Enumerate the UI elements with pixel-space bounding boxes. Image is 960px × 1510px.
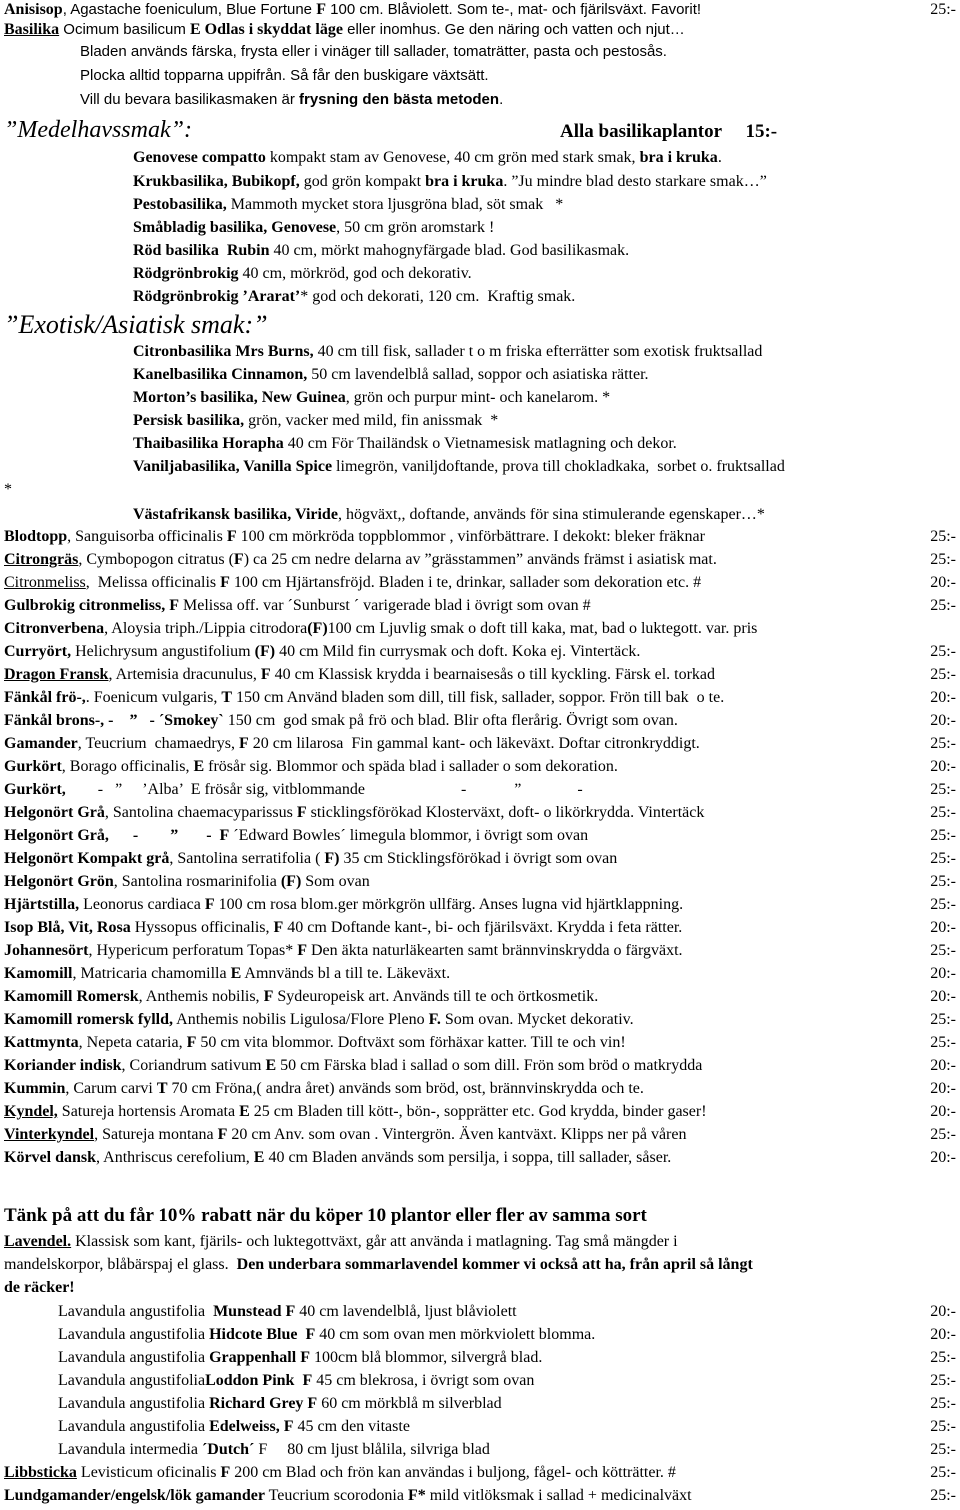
text-segment: Genovese compatto — [133, 149, 266, 166]
price-label: 20:- — [930, 919, 956, 936]
text-segment: Thaibasilika Horapha — [133, 435, 284, 452]
text-segment: 40 cm Doftande kant-, bi- och fjärilsväxt. Krydda i feta rätter. — [283, 919, 683, 936]
text-segment: Lavendel. — [4, 1233, 72, 1250]
text-segment: , högväxt,, doftande, används för sina stimulerande egenskaper…* — [337, 506, 765, 523]
text-segment: 35 cm Sticklingsförökad i övrigt som ovan — [339, 850, 618, 867]
text-segment: Den äkta naturläkearten samt brännvinskrydda o färgväxt. — [306, 942, 683, 959]
text-line — [4, 895, 912, 915]
price-label: 25:- — [930, 850, 956, 867]
text-segment: , Anthemis nobilis, — [138, 988, 264, 1005]
text-segment: Dragon Fransk — [4, 666, 109, 683]
text-segment: Citrongräs — [4, 551, 79, 568]
text-segment: Mammoth mycket stora ljusgröna blad, söt smak * — [226, 196, 564, 213]
text-segment: Som ovan — [301, 873, 370, 890]
text-line — [133, 287, 956, 307]
text-line — [80, 90, 956, 110]
text-segment: Småbladig basilika, Genovese — [133, 219, 337, 236]
text-segment: F — [260, 666, 271, 683]
text-line — [4, 619, 956, 639]
text-segment: mandelskorpor, blåbärspaj el glass. — [4, 1256, 237, 1273]
text-segment: ) ca 25 cm nedre delarna av ”grässtammen” används främst i asiatisk mat. — [243, 551, 717, 568]
text-segment: Tänk på att du får 10% rabatt när du köper 10 plantor eller fler av samma sort — [4, 1205, 647, 1226]
text-segment: 100 cm rosa blom.ger mörkgrön ullfärg. Anses lugna vid hjärtklappning. — [214, 896, 684, 913]
text-segment: F — [204, 896, 215, 913]
text-line — [58, 1371, 912, 1391]
text-segment: , Artemisia dracunulus, — [108, 666, 261, 683]
price-label: 20:- — [930, 1326, 956, 1343]
text-segment: Rödgrönbrokig — [133, 265, 239, 282]
text-line — [4, 665, 912, 685]
text-segment: Anthemis nobilis Ligulosa/Flore Pleno — [173, 1011, 429, 1028]
text-segment: Den underbara sommarlavendel kommer vi också att ha, från april så långt — [236, 1256, 753, 1273]
text-line — [4, 1486, 912, 1506]
text-line — [133, 172, 956, 192]
text-segment: 50 cm lavendelblå sallad, soppor och asiatiska rätter. — [307, 366, 649, 383]
price-label: 25:- — [930, 597, 956, 614]
text-segment: Som ovan. Mycket dekorativ. — [440, 1011, 634, 1028]
text-line — [4, 527, 912, 547]
text-segment: 40 cm Mild fin currysmak och doft. Koka ej. Vintertäck. — [275, 643, 641, 660]
text-segment: Fänkål frö-, — [4, 689, 86, 706]
text-segment: Blodtopp — [4, 528, 68, 545]
text-segment: , Agastache foeniculum, Blue Fortune — [62, 1, 317, 18]
price-label: 25:- — [930, 781, 956, 798]
text-segment: , 50 cm grön aromstark ! — [336, 219, 495, 236]
text-segment: , Cymbopogon citratus ( — [78, 551, 234, 568]
text-segment: Lavandula angustifolia — [58, 1418, 210, 1435]
text-segment: E — [239, 1103, 250, 1120]
text-segment: Koriander indisk — [4, 1057, 122, 1074]
text-segment: , Anthriscus cerefolium, — [96, 1149, 254, 1166]
text-segment: F — [263, 988, 274, 1005]
text-segment: Vaniljabasilika, Vanilla Spice — [133, 458, 333, 475]
text-segment: , Santolina serratifolia ( — [169, 850, 325, 867]
text-line — [133, 365, 956, 385]
text-line — [4, 1148, 912, 1168]
text-line — [4, 642, 912, 662]
text-segment: , Matricaria chamomilla — [72, 965, 231, 982]
text-segment: Fänkål brons-, - ” - ´Smokey` — [4, 712, 224, 729]
text-line — [4, 1033, 912, 1053]
price-label: 25:- — [930, 551, 956, 568]
price-label: 20:- — [930, 988, 956, 1005]
text-segment: Persisk basilika, — [133, 412, 245, 429]
price-label: 25:- — [930, 804, 956, 821]
text-segment: Rödgrönbrokig ’Ararat’ — [133, 288, 301, 305]
text-segment: Kamomill Romersk — [4, 988, 139, 1005]
text-segment: , Teucrium chamaedrys, — [77, 735, 239, 752]
text-segment: frysning den bästa metoden — [299, 91, 500, 108]
text-line — [133, 241, 956, 261]
text-line — [4, 596, 912, 616]
text-segment: T — [156, 1080, 168, 1097]
text-segment: Vill du bevara basilikasmaken är — [80, 91, 300, 108]
text-segment: 20 cm lilarosa Fin gammal kant- och läkeväxt. Doftar citronkryddigt. — [248, 735, 700, 752]
text-segment: Vinterkyndel — [4, 1126, 95, 1143]
text-line — [4, 310, 956, 340]
text-segment: F — [233, 551, 244, 568]
text-segment: F — [220, 1464, 231, 1481]
text-segment: Kamomill romersk fylld, — [4, 1011, 174, 1028]
text-segment: ”Exotisk/Asiatisk smak:” — [4, 310, 268, 339]
text-segment: (F) — [280, 873, 302, 890]
text-segment: bra i kruka — [639, 149, 718, 166]
text-line — [58, 1302, 912, 1322]
text-line — [560, 120, 956, 144]
text-segment: Gamander — [4, 735, 78, 752]
text-segment: god grön kompakt — [299, 173, 426, 190]
text-segment: Lavandula intermedia — [58, 1441, 202, 1458]
text-segment: Helgonört Kompakt grå — [4, 850, 170, 867]
text-line — [4, 1079, 912, 1099]
price-label: 25:- — [930, 1034, 956, 1051]
text-segment: 50 cm vita blommor. Doftväxt som förhäxar katter. Till te och vin! — [196, 1034, 626, 1051]
text-segment: E Odlas i skyddat läge — [190, 21, 343, 38]
text-line — [80, 42, 956, 62]
text-line — [4, 1010, 912, 1030]
text-line — [4, 1102, 912, 1122]
text-segment: , grön och purpur mint- och kanelarom. * — [345, 389, 611, 406]
price-label: 25:- — [930, 896, 956, 913]
text-segment: , Melissa officinalis — [85, 574, 221, 591]
text-segment: Ocimum basilicum — [59, 21, 190, 38]
text-segment: Hyssopus officinalis, — [130, 919, 274, 936]
text-segment: Kamomill — [4, 965, 73, 982]
text-segment: Anisisop — [4, 1, 63, 18]
text-line — [133, 148, 956, 168]
text-segment: Helgonört Grön — [4, 873, 114, 890]
price-label: 20:- — [930, 574, 956, 591]
price-label: 25:- — [930, 942, 956, 959]
text-segment: Helichrysum angustifolium — [71, 643, 255, 660]
price-label: 25:- — [930, 528, 956, 545]
text-segment: Kattmynta — [4, 1034, 79, 1051]
text-segment: Munstead F — [213, 1303, 296, 1320]
text-line — [4, 711, 912, 731]
text-line — [58, 1348, 912, 1368]
text-segment: Citronmeliss — [4, 574, 86, 591]
text-segment: 40 cm Klassisk krydda i bearnaisesås o till kyckling. Färsk el. torkad — [270, 666, 716, 683]
text-line — [4, 780, 912, 800]
price-label: 20:- — [930, 712, 956, 729]
text-line — [4, 872, 912, 892]
text-segment: Hjärtstilla, — [4, 896, 80, 913]
text-segment: . ”Ju mindre blad desto starkare smak…” — [503, 173, 767, 190]
text-segment: frösår sig. Blommor och späda blad i sallader o som dekoration. — [204, 758, 618, 775]
text-segment: 40 cm, mörkröd, god och dekorativ. — [238, 265, 472, 282]
text-line — [4, 1204, 956, 1228]
price-label: 25:- — [930, 1487, 956, 1504]
text-segment: Satureja hortensis Aromata — [57, 1103, 240, 1120]
text-segment: 40 cm till fisk, sallader t o m friska efterrätter som exotisk fruktsallad — [313, 343, 763, 360]
text-segment: Kyndel, — [4, 1103, 58, 1120]
price-label: 25:- — [930, 873, 956, 890]
text-segment: T — [221, 689, 232, 706]
text-segment: 40 cm, mörkt mahognyfärgade blad. God basilikasmak. — [269, 242, 630, 259]
text-line — [4, 1125, 912, 1145]
text-segment: F — [186, 1034, 197, 1051]
price-label: 20:- — [930, 1103, 956, 1120]
price-label: 20:- — [930, 758, 956, 775]
text-line — [4, 1255, 956, 1275]
text-segment: 100cm blå blommor, silvergrå blad. — [309, 1349, 543, 1366]
text-segment: 50 cm Färska blad i sallad o som dill. Frön som bröd o matkrydda — [276, 1057, 703, 1074]
text-segment: ´Edward Bowles´ limegula blommor, i övrigt som ovan — [229, 827, 589, 844]
price-label: 20:- — [930, 1149, 956, 1166]
text-line — [133, 505, 956, 525]
text-segment: kompakt stam av Genovese, 40 cm grön med stark smak, — [265, 149, 640, 166]
text-segment: * — [4, 481, 12, 498]
price-label: 25:- — [930, 1011, 956, 1028]
text-line — [133, 411, 956, 431]
text-segment: Johannesört — [4, 942, 89, 959]
text-segment: de räcker! — [4, 1279, 75, 1296]
text-segment: , Borago officinalis, — [61, 758, 194, 775]
text-segment: F* — [407, 1487, 426, 1504]
text-segment: 40 cm Bladen används som persilja, i soppa, till sallader, såser. — [264, 1149, 672, 1166]
text-segment: F — [226, 528, 237, 545]
text-line — [4, 1278, 956, 1298]
text-segment: Lavandula angustifolia — [58, 1303, 214, 1320]
text-segment: Lundgamander/engelsk/lök gamander — [4, 1487, 265, 1504]
text-segment: Hidcote Blue F — [209, 1326, 316, 1343]
price-label: 25:- — [930, 735, 956, 752]
text-segment: , Santolina chaemacyparissus — [104, 804, 297, 821]
price-label: 25:- — [930, 666, 956, 683]
text-segment: Lavandula angustifolia — [58, 1395, 210, 1412]
text-line — [133, 264, 956, 284]
text-line — [4, 803, 912, 823]
text-segment: E — [193, 758, 205, 775]
text-segment: * god och dekorati, 120 cm. Kraftig smak. — [300, 288, 576, 305]
price-label: 20:- — [930, 1057, 956, 1074]
text-segment: 45 cm blekrosa, i övrigt som ovan — [312, 1372, 535, 1389]
text-segment: Amnvänds bl a till te. Läkeväxt. — [241, 965, 451, 982]
price-label: 25:- — [930, 1349, 956, 1366]
text-segment: Morton’s basilika, New Guinea — [133, 389, 346, 406]
price-label: 20:- — [930, 689, 956, 706]
price-label: 25:- — [930, 1441, 956, 1458]
text-segment: Loddon Pink F — [205, 1372, 313, 1389]
text-segment: Grappenhall F — [209, 1349, 310, 1366]
text-segment: 25 cm Bladen till kött-, bön-, sopprätter etc. God krydda, binder gaser! — [249, 1103, 707, 1120]
text-segment: Richard Grey F — [209, 1395, 318, 1412]
text-segment: , Sanguisorba officinalis — [67, 528, 227, 545]
text-segment: 100 cm. Blåviolett. Som te-, mat- och fjärilsväxt. Favorit! — [325, 1, 702, 18]
text-line — [58, 1394, 912, 1414]
text-segment: Lavandula angustifolia — [58, 1372, 206, 1389]
text-segment: ´Dutch´ — [201, 1441, 255, 1458]
text-segment: 40 cm lavendelblå, ljust blåviolett — [295, 1303, 517, 1320]
text-line — [4, 573, 912, 593]
text-segment: Kummin — [4, 1080, 66, 1097]
text-segment: Lavandula angustifolia — [58, 1326, 210, 1343]
text-segment: bra i kruka — [425, 173, 504, 190]
text-segment: 100 cm Hjärtansfröjd. Bladen i te, drinkar, sallader som dekoration etc. # — [229, 574, 702, 591]
text-segment: mild vitlöksmak i sallad + medicinalväxt — [425, 1487, 692, 1504]
price-label: 20:- — [930, 1303, 956, 1320]
text-segment: sticklingsförökad Klosterväxt, doft- o likörkrydda. Vintertäck — [306, 804, 705, 821]
text-segment: , Satureja montana — [94, 1126, 218, 1143]
text-segment: grön, vacker med mild, fin anissmak * — [244, 412, 499, 429]
text-segment: Citronverbena — [4, 620, 105, 637]
text-line — [133, 434, 956, 454]
text-segment: , Nepeta cataria, — [78, 1034, 187, 1051]
text-line — [4, 918, 912, 938]
text-segment: F — [297, 942, 307, 959]
text-segment: Basilika — [4, 21, 60, 38]
text-segment: 45 cm den vitaste — [293, 1418, 410, 1435]
text-segment: , Coriandrum sativum — [121, 1057, 266, 1074]
text-segment: ”Medelhavssmak”: — [4, 117, 192, 143]
price-label: 25:- — [930, 643, 956, 660]
text-segment: Curryört, — [4, 643, 72, 660]
text-segment: E — [253, 1149, 265, 1166]
text-line — [133, 388, 956, 408]
text-segment: Pestobasilika, — [133, 196, 227, 213]
text-segment: Levisticum oficinalis — [76, 1464, 221, 1481]
text-line — [58, 1440, 912, 1460]
text-segment: F — [220, 574, 230, 591]
text-line — [4, 941, 912, 961]
text-segment: Libbsticka — [4, 1464, 77, 1481]
text-segment: Västafrikansk basilika, Viride — [133, 506, 338, 523]
text-line — [4, 0, 912, 20]
text-segment: Gurkört, — [4, 781, 66, 798]
text-segment: 100 cm Ljuvlig smak o doft till kaka, mat, bad o luktegott. var. pris — [327, 620, 758, 637]
text-segment: Röd basilika Rubin — [133, 242, 270, 259]
price-label: 25:- — [930, 827, 956, 844]
text-segment: (F) — [307, 620, 328, 637]
text-line — [4, 688, 912, 708]
text-segment: , Hypericum perforatum Topas* — [88, 942, 298, 959]
text-segment: 100 cm mörkröda toppblommor , vinförbättrare. I dekokt: bleker fräknar — [236, 528, 705, 545]
text-line — [4, 1463, 912, 1483]
text-segment: F — [296, 804, 307, 821]
text-segment: 150 cm Använd bladen som dill, till fisk, sallader, soppor. Frön till bak o te. — [232, 689, 725, 706]
text-segment: . — [717, 149, 722, 166]
text-segment: Melissa off. var ´Sunburst ´ varigerade blad i övrigt som ovan # — [178, 597, 591, 614]
text-segment: E — [230, 965, 242, 982]
price-label: 25:- — [930, 1464, 956, 1481]
text-line — [58, 1417, 912, 1437]
price-label: 25:- — [930, 1, 956, 18]
text-segment: Kanelbasilika Cinnamon, — [133, 366, 308, 383]
text-segment: (F) — [254, 643, 276, 660]
text-segment: Citronbasilika Mrs Burns, — [133, 343, 314, 360]
text-segment: Helgonört Grå, - ” - F — [4, 827, 230, 844]
text-segment: 20 cm Anv. som ovan . Vintergrön. Även kantväxt. Klipps ner på våren — [227, 1126, 687, 1143]
text-line — [133, 457, 956, 477]
text-line — [4, 964, 912, 984]
text-segment: . Foenicum vulgaris, — [85, 689, 222, 706]
text-segment: Krukbasilika, Bubikopf, — [133, 173, 300, 190]
text-segment: F. — [428, 1011, 441, 1028]
text-segment: E — [265, 1057, 277, 1074]
text-segment: Plocka alltid topparna uppifrån. Så får den buskigare växtsätt. — [80, 67, 489, 84]
text-segment: , Aloysia triph./Lippia citrodora — [104, 620, 308, 637]
text-line — [4, 734, 912, 754]
text-line — [133, 218, 956, 238]
text-segment: F) — [324, 850, 340, 867]
text-segment: Gurkört — [4, 758, 62, 775]
text-line — [133, 342, 956, 362]
text-segment: Helgonört Grå — [4, 804, 105, 821]
price-label: 25:- — [930, 1126, 956, 1143]
text-segment: , Carum carvi — [65, 1080, 157, 1097]
text-segment: . — [499, 91, 504, 108]
text-line — [133, 195, 956, 215]
text-line — [4, 826, 912, 846]
text-line — [80, 66, 956, 86]
text-line — [4, 550, 912, 570]
text-line — [4, 987, 912, 1007]
text-segment: 40 cm För Thailändsk o Vietnamesisk matlagning och dekor. — [283, 435, 677, 452]
text-line — [4, 1232, 956, 1252]
text-segment: 60 cm mörkblå m silverblad — [317, 1395, 502, 1412]
price-label: 20:- — [930, 965, 956, 982]
text-segment: 150 cm god smak på frö och blad. Blir ofta flerårig. Övrigt som ovan. — [223, 712, 678, 729]
text-segment: Klassisk som kant, fjärils- och luktegottväxt, går att använda i matlagning. Tag små mängder i — [71, 1233, 678, 1250]
price-label: 25:- — [930, 1372, 956, 1389]
text-segment: F — [316, 1, 326, 18]
text-segment: Isop Blå, Vit, Rosa — [4, 919, 131, 936]
text-segment: Edelweiss, F — [209, 1418, 294, 1435]
text-segment: Körvel dansk — [4, 1149, 97, 1166]
text-segment: F — [273, 919, 284, 936]
text-line — [4, 20, 956, 40]
text-segment: 200 cm Blad och frön kan användas i buljong, fågel- och kötträtter. # — [230, 1464, 676, 1481]
text-line — [58, 1325, 912, 1345]
text-segment: eller inomhus. Ge den näring och vatten och njut… — [342, 21, 685, 38]
text-segment: F — [238, 735, 249, 752]
text-segment: Leonorus cardiaca — [79, 896, 205, 913]
text-segment: limegrön, vaniljdoftande, prova till chokladkaka, sorbet o. fruktsallad — [332, 458, 785, 475]
text-segment: Sydeuropeisk art. Används till te och örtkosmetik. — [273, 988, 599, 1005]
text-line — [4, 480, 956, 500]
text-segment: Bladen används färska, frysta eller i vinäger till sallader, tomaträtter, pasta och pestosås. — [80, 43, 667, 60]
text-segment: F — [217, 1126, 228, 1143]
text-segment: F 80 cm ljust blålila, silvriga blad — [254, 1441, 490, 1458]
text-line — [4, 757, 912, 777]
text-segment: 70 cm Fröna,( andra året) används som bröd, ost, brännvinskrydda och te. — [167, 1080, 644, 1097]
text-segment: , Santolina rosmarinifolia — [113, 873, 281, 890]
price-label: 25:- — [930, 1395, 956, 1412]
text-segment: Gulbrokig citronmeliss, F — [4, 597, 179, 614]
text-segment: Lavandula angustifolia — [58, 1349, 210, 1366]
price-label: 20:- — [930, 1080, 956, 1097]
text-segment: - ” ’Alba’ E frösår sig, vitblommande - ” - — [65, 781, 583, 798]
text-line — [4, 1056, 912, 1076]
price-label: 25:- — [930, 1418, 956, 1435]
text-segment: Teucrium scorodonia — [264, 1487, 408, 1504]
text-segment: Alla basilikaplantor 15:- — [560, 121, 778, 142]
text-line — [4, 849, 912, 869]
text-segment: 40 cm som ovan men mörkviolett blomma. — [315, 1326, 596, 1343]
